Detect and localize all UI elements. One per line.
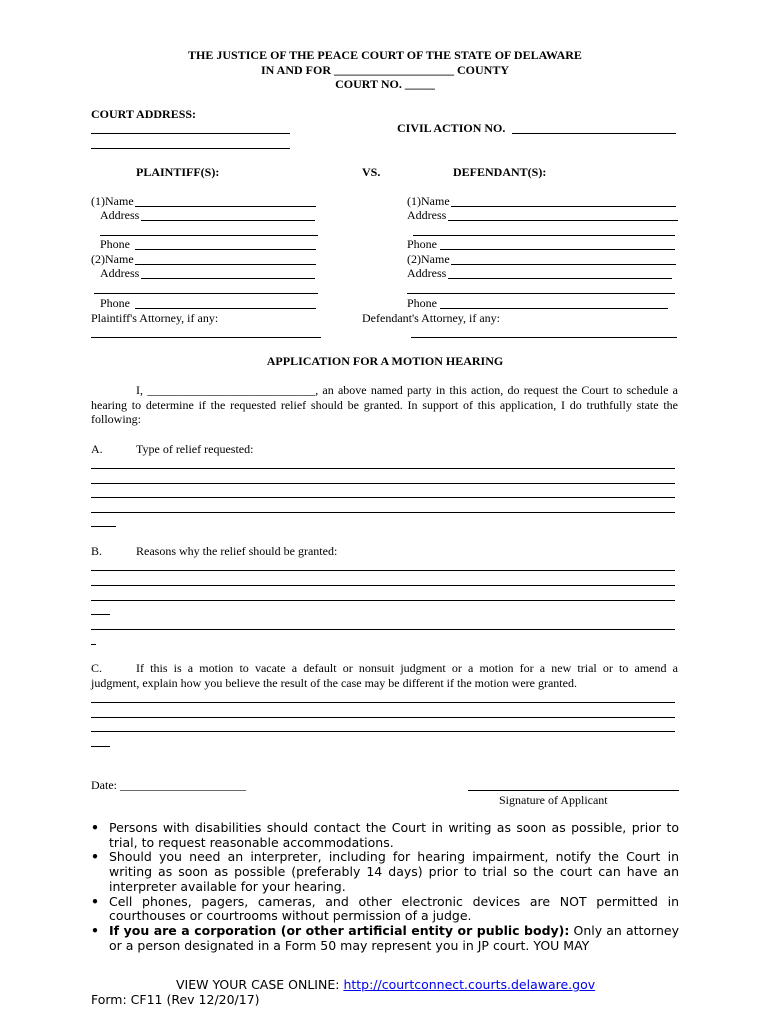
bullet-symbol: • <box>91 820 99 835</box>
plaintiff1-name-label: (1)Name <box>91 194 134 208</box>
section-b-line-3[interactable] <box>91 600 675 601</box>
defendant1-phone-label: Phone <box>407 237 437 251</box>
section-a-line-2[interactable] <box>91 483 675 484</box>
plaintiff1-phone-label: Phone <box>100 237 130 251</box>
plaintiff1-address-line[interactable] <box>141 220 315 221</box>
section-b-line-5[interactable] <box>91 629 675 630</box>
plaintiff1-name-line[interactable] <box>135 206 316 207</box>
defendant1-address-line-2[interactable] <box>413 235 675 236</box>
date-field <box>91 778 246 793</box>
bullet-symbol: • <box>91 922 99 938</box>
county-prefix: IN AND FOR <box>260 63 331 77</box>
defendant1-name-line[interactable] <box>451 206 676 207</box>
section-b-letter: B. <box>91 544 103 558</box>
application-intro <box>91 383 678 427</box>
plaintiff2-address-line-2[interactable] <box>94 293 318 294</box>
county-suffix: COUNTY <box>457 63 510 77</box>
section-a-line-3[interactable] <box>91 497 675 498</box>
signature-label: Signature of Applicant <box>499 793 608 807</box>
section-c-line-3[interactable] <box>91 731 675 732</box>
bullet-symbol: • <box>91 849 99 865</box>
notice-corporation-bold: If you are a corporation (or other artificial entity or public body): <box>109 922 570 938</box>
defendant2-address-label: Address <box>407 266 447 280</box>
court-title: THE JUSTICE OF THE PEACE COURT OF THE STATE OF DELAWARE <box>188 48 582 62</box>
civil-action-number-line[interactable] <box>512 133 676 134</box>
intro-text: , an above named party in this action, do request the Court to schedule a hearing to determine if the requested relief should be granted. In support of this application, I do truthfully state the following: <box>91 383 679 426</box>
section-a-line-4[interactable] <box>91 512 675 513</box>
section-c-text-line-2: judgment, explain how you believe the result of the case may be different if the motion were granted. <box>91 676 577 690</box>
section-a-letter: A. <box>91 442 103 456</box>
section-b-line-6[interactable] <box>91 644 96 645</box>
court-address-label: COURT ADDRESS: <box>91 107 197 121</box>
plaintiff-attorney-label: Plaintiff's Attorney, if any: <box>91 311 219 325</box>
defendant2-name-label: (2)Name <box>407 252 450 266</box>
defendant2-phone-label: Phone <box>407 296 437 310</box>
notice-devices <box>91 895 679 924</box>
date-blank[interactable]: _____________________ <box>120 778 246 792</box>
plaintiff1-address-line-2[interactable] <box>100 235 318 236</box>
section-b-text: Reasons why the relief should be granted: <box>136 544 338 558</box>
application-title: APPLICATION FOR A MOTION HEARING <box>266 354 504 368</box>
intro-i: I, <box>136 383 143 397</box>
court-number-line <box>0 77 770 92</box>
section-c-line-1[interactable] <box>91 702 675 703</box>
notice-interpreter-text: Should you need an interpreter, including for hearing impairment, notify the Court in writing as soon as possible (preferably 14 days) prior to trial so the court can have an interpreter available for your hearing. <box>109 849 679 894</box>
form-number: Form: CF11 (Rev 12/20/17) <box>91 992 260 1007</box>
signature-line[interactable] <box>468 790 679 791</box>
section-a-line-1[interactable] <box>91 468 675 469</box>
section-c-line-2[interactable] <box>91 717 675 718</box>
court-number-blank[interactable]: _____ <box>404 77 435 91</box>
intro-name-blank[interactable]: ____________________________ <box>147 383 316 397</box>
defendant2-name-line[interactable] <box>451 264 676 265</box>
plaintiff2-phone-line[interactable] <box>135 308 316 309</box>
court-number-label: COURT NO. <box>335 77 402 91</box>
defendant1-address-line[interactable] <box>448 220 678 221</box>
defendant2-address-line-2[interactable] <box>407 293 675 294</box>
plaintiff-attorney-line[interactable] <box>91 337 321 338</box>
plaintiff2-name-line[interactable] <box>135 264 316 265</box>
court-address-line-1[interactable] <box>91 133 290 134</box>
defendant2-address-line[interactable] <box>448 278 672 279</box>
notice-disabilities <box>91 821 679 850</box>
section-a-text: Type of relief requested: <box>136 442 254 456</box>
vs-label: VS. <box>362 165 381 179</box>
section-a-line-5[interactable] <box>91 526 116 527</box>
plaintiffs-heading: PLAINTIFF(S): <box>136 165 220 179</box>
courtconnect-link[interactable]: http://courtconnect.courts.delaware.gov <box>343 977 596 992</box>
defendant1-name-label: (1)Name <box>407 194 450 208</box>
section-c-line-4[interactable] <box>91 746 110 747</box>
notice-devices-text: Cell phones, pagers, cameras, and other electronic devices are NOT permitted in courthouses or courtrooms without permission of a judge. <box>109 893 679 924</box>
plaintiff1-address-label: Address <box>100 208 140 222</box>
defendant-attorney-line[interactable] <box>411 337 677 338</box>
defendants-heading: DEFENDANT(S): <box>453 165 547 179</box>
defendant2-phone-line[interactable] <box>440 308 668 309</box>
date-label: Date: <box>91 778 117 792</box>
section-c-letter: C. <box>91 661 103 675</box>
defendant-attorney-label: Defendant's Attorney, if any: <box>362 311 501 325</box>
view-case-online <box>176 977 595 992</box>
notice-interpreter <box>91 850 679 894</box>
civil-action-label: CIVIL ACTION NO. <box>397 121 506 135</box>
plaintiff2-name-label: (2)Name <box>91 252 134 266</box>
plaintiff2-address-label: Address <box>100 266 140 280</box>
county-line <box>0 63 770 78</box>
notice-corporation-text: Only an attorney or a person designated in a Form 50 may represent you in JP court. YOU MAY <box>109 922 680 953</box>
county-blank[interactable]: ____________________ <box>334 63 454 77</box>
section-b-line-2[interactable] <box>91 585 675 586</box>
section-c-text-line-1: If this is a motion to vacate a default or nonsuit judgment or a motion for a new trial or to amend a <box>136 661 678 675</box>
section-b-line-4[interactable] <box>91 614 110 615</box>
bullet-symbol: • <box>91 893 99 909</box>
plaintiff1-phone-line[interactable] <box>135 249 316 250</box>
plaintiff2-address-line[interactable] <box>141 278 315 279</box>
notices-list <box>91 821 679 953</box>
notice-corporation <box>91 924 679 953</box>
court-address-line-2[interactable] <box>91 148 290 149</box>
defendant1-phone-line[interactable] <box>440 249 675 250</box>
notice-disabilities-text: Persons with disabilities should contact the Court in writing as soon as possible, prior to trial, to request reasonable accommodations. <box>109 820 679 850</box>
section-b-line-1[interactable] <box>91 570 675 571</box>
view-case-label: VIEW YOUR CASE ONLINE: <box>176 977 340 992</box>
plaintiff2-phone-label: Phone <box>100 296 130 310</box>
defendant1-address-label: Address <box>407 208 447 222</box>
